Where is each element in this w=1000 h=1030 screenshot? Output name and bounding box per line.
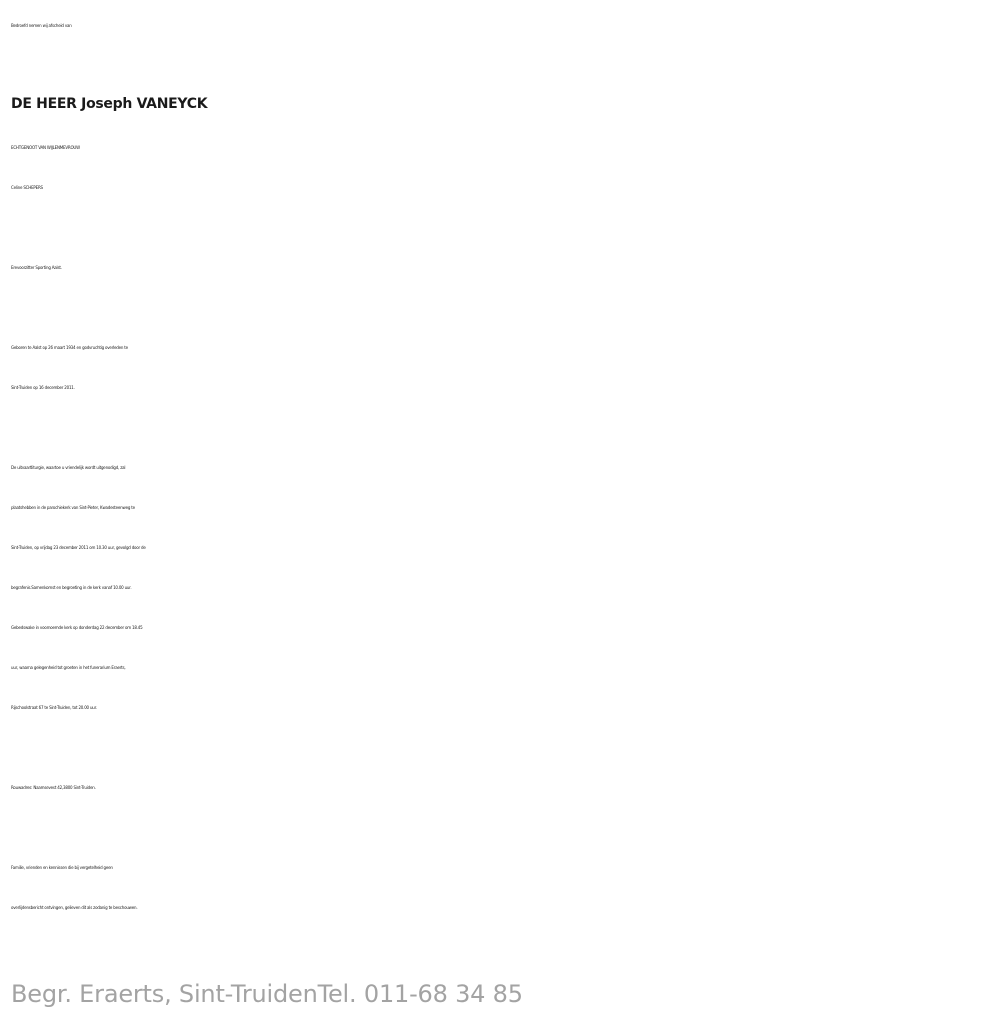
relation-line-1: ECHTGENOOT VAN WIJLENMEVROUW <box>11 145 80 150</box>
spacer <box>11 288 996 328</box>
funeral-line-1: De uitvaartliturgie, waartoe u vriendelijk wordt uitgenodigd, zal <box>11 465 126 470</box>
funeral-line-3: Sint-Truiden, op vrijdag 23 december 2011 om 10.30 uur, gevolgd door de <box>11 545 146 550</box>
spacer <box>11 208 996 248</box>
funeral-home-footer: Begr. Eraerts, Sint-TruidenTel. 011-68 34 85 <box>11 980 523 1008</box>
deceased-name: DE HEER Joseph VANEYCK <box>11 96 208 112</box>
funeral-line-7: Rijschoolstraat 67 te Sint-Truiden, tot 20.00 uur. <box>11 705 97 710</box>
mourning-address: Rouwadres: Naamsevest 42,3800 Sint-Truiden. <box>11 785 96 790</box>
funeral-line-5: Gebedswake in voornoemde kerk op donderdag 22 december om 18.45 <box>11 625 143 630</box>
spacer <box>11 808 996 848</box>
family-note-line-2: overlijdensbericht ontvingen, gelieven dit als zodanig te beschouwen. <box>11 905 138 910</box>
funeral-line-6: uur, waarna gelegenheid tot groeten in het funerarium Eraerts, <box>11 665 126 670</box>
birth-death-line-1: Geboren te Aalst op 26 maart 1934 en godvruchtig overleden te <box>11 345 128 350</box>
spacer <box>11 728 996 768</box>
birth-death-line-2: Sint-Truiden op 16 december 2011. <box>11 385 75 390</box>
funeral-line-4: begrafenis.Samenkomst en begroeting in de kerk vanaf 10.00 uur. <box>11 585 132 590</box>
obituary-notice <box>11 8 996 928</box>
funeral-line-2: plaatshebben in de parochiekerk van Sint-Pieter, Kwadesteenweg te <box>11 505 135 510</box>
title-line: Erevoorzitter Sporting Aalst. <box>11 265 62 270</box>
spacer <box>11 408 996 448</box>
family-note-line-1: Familie, vrienden en kennissen die bij vergetelheid geen <box>11 865 113 870</box>
intro-line: Bedroefd nemen wij afscheid van <box>11 23 72 28</box>
relation-line-2: Celine SCHEPERS <box>11 185 43 190</box>
